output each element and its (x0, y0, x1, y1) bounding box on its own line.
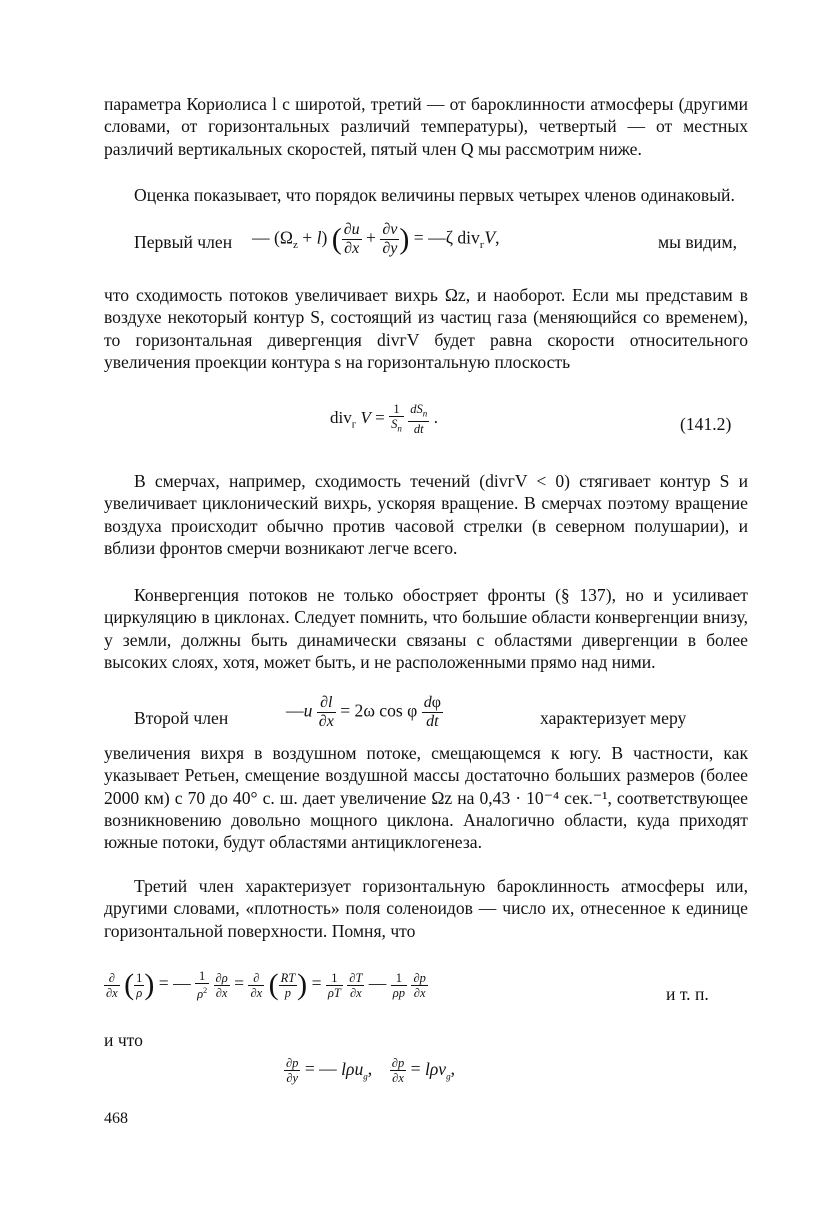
pressure-formula: $\frac{\partial p}{\partial y}$ = — lρu$_g$, $\frac{\partial p}{\partial x}$ = lρv$_g$, (286, 1056, 456, 1085)
paragraph-3: что сходимость потоков увеличивает вихрь Ωz, и наоборот. Если мы представим в воздухе некоторый контур S, состоящий из частиц газа (меняющийся со временем), то горизонтальная дивергенция divгV будет равна скорости относительного увеличения проекции контура s на горизонтальную плоскость (104, 285, 748, 372)
baroclinity-formula: ∂ ∂x ( $\frac{1}{\rho}$ ) = — $\frac{1}{\rho^2}$ $\frac{\partial\rho}{\partial x}$ = ∂ ∂x ( $\frac{RT}{p}$ ) = $\frac{1}{\rho T}$ $\frac{\partial T}{\partial x}$ — $\frac{1}{\rho p}$ $\frac{\partial p}{\partial x}$ (106, 968, 426, 1002)
etc-text: и т. п. (666, 984, 709, 1004)
first-term-label: Первый член (134, 232, 233, 252)
first-term-formula: — $(\Omega_z + l)$ ( $\frac{\partial u}{\partial x}$ + $\frac{\partial v}{\partial y}$ ) = —ζ div$_г$V, (252, 221, 500, 257)
equation-141-2: div$_г$ V = $\frac{1}{S_n}$ $dS_n$ dt . (330, 402, 438, 436)
paragraph-1: параметра Кориолиса l с широтой, третий — от бароклинности атмосферы (другими словами, от горизонтальных различий температуры), четвертый — от местных различий вертикальных скоростей, пятый член Q мы рассмотрим ниже. (104, 94, 748, 159)
paragraph-7: Третий член характеризует горизонтальную бароклинность атмосферы или, другими словами, «плотность» поля соленоидов — число их, отнесенное к единице горизонтальной поверхности. Помня, что (104, 876, 748, 941)
equation-number: (141.2) (680, 414, 732, 434)
paragraph-4: В смерчах, например, сходимость течений (divгV < 0) стягивает контур S и увеличивает циклонический вихрь, ускоряя вращение. В смерчах поэтому вращение воздуха происходит обычно против часовой стрелки (в северном полушарии), и вблизи фронтов смерчи возникают легче всего. (104, 471, 748, 558)
page-number: 468 (104, 1110, 128, 1127)
second-term-tail: характеризует меру (540, 708, 687, 728)
paragraph-6: увеличения вихря в воздушном потоке, смещающемся к югу. В частности, как указывает Ретьен, смещение воздушной массы достаточно больших размеров (более 2000 км) с 70 до 40° с. ш. дает увеличение Ωz на 0,43 · 10⁻⁴ сек.⁻¹, соответствующее возникновению довольно мощного циклона. Аналогично области, куда приходят южные потоки, будут областями антициклогенеза. (104, 743, 748, 853)
paragraph-5: Конвергенция потоков не только обостряет фронты (§ 137), но и усиливает циркуляцию в циклонах. Следует помнить, что большие области конвергенции внизу, у земли, должны быть динамически связаны с областями дивергенции в более высоких слоях, хотя, может быть, и не расположенными прямо над ними. (104, 585, 748, 672)
and-that-text: и что (104, 1030, 143, 1050)
paragraph-2: Оценка показывает, что порядок величины первых четырех членов одинаковый. (134, 185, 735, 205)
second-term-formula: —u $\frac{\partial l}{\partial x}$ = 2ω cos φ $\frac{d\varphi}{dt}$ (286, 694, 441, 730)
second-term-label: Второй член (134, 708, 229, 728)
first-term-tail: мы видим, (658, 232, 737, 252)
